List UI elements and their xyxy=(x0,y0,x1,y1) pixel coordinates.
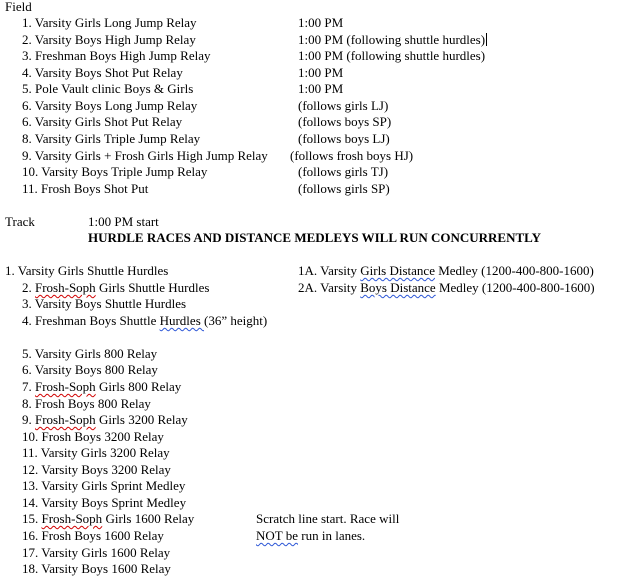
field-event-name: 1. Varsity Girls Long Jump Relay xyxy=(22,15,197,30)
relay-event: 5. Varsity Girls 800 Relay xyxy=(22,346,158,361)
relay-event: 13. Varsity Girls Sprint Medley xyxy=(22,478,186,493)
spell-flag: Frosh-Soph xyxy=(41,511,103,526)
field-event-time: 1:00 PM xyxy=(298,65,344,80)
field-heading: Field xyxy=(5,0,32,14)
relay-event: 14. Varsity Boys Sprint Medley xyxy=(22,495,187,510)
distance-medley: 2A. Varsity Boys Distance Medley (1200-400-800-1600) xyxy=(298,280,595,295)
grammar-flag: Boys Distance xyxy=(360,280,436,295)
field-event-name: 9. Varsity Girls + Frosh Girls High Jump Relay xyxy=(22,148,268,163)
field-event-name: 5. Pole Vault clinic Boys & Girls xyxy=(22,81,194,96)
scratch-note: NOT be run in lanes. xyxy=(256,528,366,543)
text-cursor xyxy=(486,33,487,46)
spell-flag: Frosh-Soph xyxy=(35,280,96,295)
field-event-name: 6. Varsity Girls Shot Put Relay xyxy=(22,114,183,129)
list-number: 2. xyxy=(22,280,35,295)
relay-event: 7. Frosh-Soph Girls 800 Relay xyxy=(22,379,182,394)
relay-event: 15. Frosh-Soph Girls 1600 Relay xyxy=(22,511,195,526)
relay-event: 17. Varsity Girls 1600 Relay xyxy=(22,545,171,560)
field-event-time: (follows girls LJ) xyxy=(298,98,389,113)
field-event-time: (follows girls SP) xyxy=(298,181,390,196)
field-event-name: 4. Varsity Boys Shot Put Relay xyxy=(22,65,183,80)
distance-medley: 1A. Varsity Girls Distance Medley (1200-400-800-1600) xyxy=(298,263,594,278)
field-event-time: 1:00 PM xyxy=(298,15,344,30)
field-event-name: 8. Varsity Girls Triple Jump Relay xyxy=(22,131,201,146)
hurdle-event: 4. Freshman Boys Shuttle Hurdles (36” height) xyxy=(22,313,268,328)
hurdle-event: 1. Varsity Girls Shuttle Hurdles xyxy=(5,263,169,278)
relay-event: 11. Varsity Girls 3200 Relay xyxy=(22,445,170,460)
field-event-time: 1:00 PM (following shuttle hurdles) xyxy=(298,48,486,63)
concurrent-note: HURDLE RACES AND DISTANCE MEDLEYS WILL RUN CONCURRENTLY xyxy=(87,230,542,245)
grammar-flag: Hurdles xyxy=(159,313,205,328)
spell-flag: Frosh-Soph xyxy=(35,412,96,427)
field-event-name: 3. Freshman Boys High Jump Relay xyxy=(22,48,211,63)
hurdle-event: 2. Frosh-Soph Girls Shuttle Hurdles xyxy=(22,280,210,295)
spell-flag: Frosh-Soph xyxy=(35,379,96,394)
relay-event: 12. Varsity Boys 3200 Relay xyxy=(22,462,171,477)
relay-event: 16. Frosh Boys 1600 Relay xyxy=(22,528,164,543)
hurdle-event: 3. Varsity Boys Shuttle Hurdles xyxy=(22,296,187,311)
track-heading: Track xyxy=(5,214,35,229)
scratch-note: Scratch line start. Race will xyxy=(256,511,400,526)
field-event-name: 6. Varsity Boys Long Jump Relay xyxy=(22,98,198,113)
field-event-name: 11. Frosh Boys Shot Put xyxy=(22,181,149,196)
field-event-time: (follows boys LJ) xyxy=(298,131,390,146)
relay-event: 8. Frosh Boys 800 Relay xyxy=(22,396,151,411)
grammar-flag: NOT be xyxy=(256,528,299,543)
relay-event: 9. Frosh-Soph Girls 3200 Relay xyxy=(22,412,188,427)
track-start-time: 1:00 PM start xyxy=(88,214,159,229)
relay-event: 10. Frosh Boys 3200 Relay xyxy=(22,429,164,444)
field-event-time: 1:00 PM (following shuttle hurdles) xyxy=(298,32,486,47)
field-event-time: (follows girls TJ) xyxy=(298,164,389,179)
field-event-time: (follows frosh boys HJ) xyxy=(290,148,414,163)
grammar-flag: Girls Distance xyxy=(360,263,435,278)
relay-event: 6. Varsity Boys 800 Relay xyxy=(22,362,158,377)
field-event-name: 10. Varsity Boys Triple Jump Relay xyxy=(22,164,208,179)
field-event-time: (follows boys SP) xyxy=(298,114,392,129)
relay-event: 18. Varsity Boys 1600 Relay xyxy=(22,561,171,576)
field-event-time: 1:00 PM xyxy=(298,81,344,96)
field-event-name: 2. Varsity Boys High Jump Relay xyxy=(22,32,196,47)
